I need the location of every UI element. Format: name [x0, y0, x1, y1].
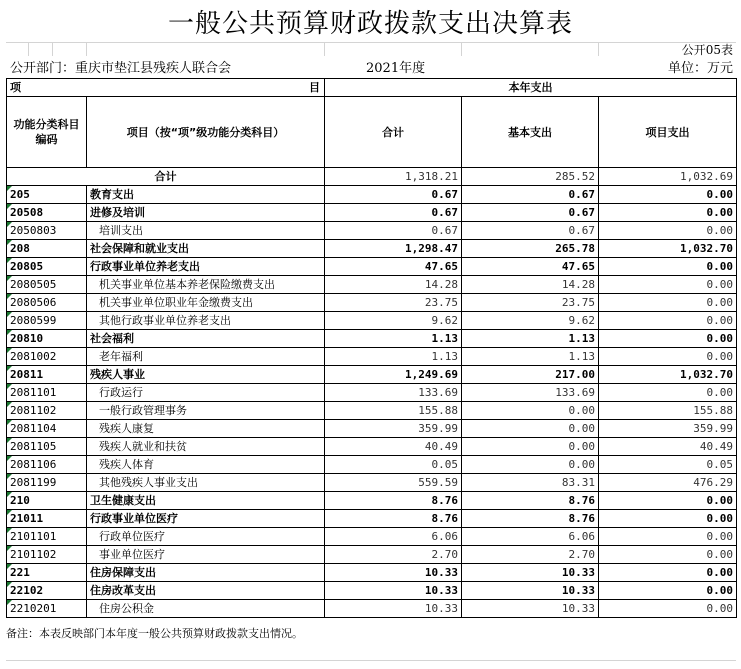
total-amount: 1,318.21 — [325, 168, 462, 186]
row-total: 1.13 — [325, 348, 462, 366]
table-row — [7, 258, 737, 276]
row-total: 0.67 — [325, 204, 462, 222]
grid-line — [28, 42, 29, 56]
footnote: 备注：本表反映部门本年度一般公共预算财政拨款支出情况。 — [6, 627, 303, 640]
row-basic: 133.69 — [462, 384, 599, 402]
header-name: 项目（按“项”级功能分类科目） — [87, 97, 325, 168]
row-name: 行政事业单位养老支出 — [87, 258, 325, 276]
row-project: 0.00 — [599, 312, 737, 330]
table-row — [7, 528, 737, 546]
row-name: 残疾人就业和扶贫 — [87, 438, 325, 456]
row-name: 老年福利 — [87, 348, 325, 366]
row-name: 机关事业单位基本养老保险缴费支出 — [87, 276, 325, 294]
total-label: 合计 — [7, 168, 325, 186]
row-code: 2101102 — [7, 546, 87, 564]
row-project: 40.49 — [599, 438, 737, 456]
table-row — [7, 474, 737, 492]
table-row — [7, 492, 737, 510]
table-row — [7, 546, 737, 564]
table-row — [7, 438, 737, 456]
row-total: 9.62 — [325, 312, 462, 330]
row-basic: 47.65 — [462, 258, 599, 276]
total-project: 1,032.69 — [599, 168, 737, 186]
row-total: 0.67 — [325, 222, 462, 240]
form-number: 公开05表 — [681, 43, 733, 57]
unit-label: 单位：万元 — [667, 61, 733, 76]
row-total: 40.49 — [325, 438, 462, 456]
row-name: 住房改革支出 — [87, 582, 325, 600]
row-code: 2081199 — [7, 474, 87, 492]
row-code: 2081002 — [7, 348, 87, 366]
header-code: 功能分类科目编码 — [7, 97, 87, 168]
total-basic: 285.52 — [462, 168, 599, 186]
row-total: 14.28 — [325, 276, 462, 294]
row-project: 1,032.70 — [599, 366, 737, 384]
row-code: 2080506 — [7, 294, 87, 312]
row-name: 机关事业单位职业年金缴费支出 — [87, 294, 325, 312]
department-name: 公开部门：重庆市垫江县残疾人联合会 — [10, 61, 232, 76]
row-project: 0.00 — [599, 258, 737, 276]
row-basic: 0.00 — [462, 438, 599, 456]
report-title: 一般公共预算财政拨款支出决算表 — [167, 9, 573, 39]
row-code: 221 — [7, 564, 87, 582]
row-total: 47.65 — [325, 258, 462, 276]
row-code: 21011 — [7, 510, 87, 528]
table-row — [7, 582, 737, 600]
header-basic: 基本支出 — [462, 97, 599, 168]
row-total: 10.33 — [325, 600, 462, 618]
row-code: 208 — [7, 240, 87, 258]
table-row — [7, 420, 737, 438]
row-basic: 83.31 — [462, 474, 599, 492]
row-code: 2081102 — [7, 402, 87, 420]
table-row — [7, 240, 737, 258]
row-project: 0.00 — [599, 294, 737, 312]
row-name: 培训支出 — [87, 222, 325, 240]
row-name: 住房公积金 — [87, 600, 325, 618]
row-project: 0.00 — [599, 582, 737, 600]
row-name: 行政事业单位医疗 — [87, 510, 325, 528]
header-item-cell — [7, 79, 325, 97]
row-basic: 0.00 — [462, 456, 599, 474]
row-name: 社会保障和就业支出 — [87, 240, 325, 258]
header-item-label: 项 — [10, 81, 21, 94]
table-row — [7, 222, 737, 240]
row-project: 0.00 — [599, 186, 737, 204]
grid-line — [324, 42, 325, 56]
row-project: 1,032.70 — [599, 240, 737, 258]
grid-line — [86, 42, 87, 56]
row-project: 0.00 — [599, 510, 737, 528]
row-basic: 0.67 — [462, 222, 599, 240]
expenditure-table — [6, 78, 737, 618]
row-total: 0.05 — [325, 456, 462, 474]
row-basic: 23.75 — [462, 294, 599, 312]
row-name: 其他残疾人事业支出 — [87, 474, 325, 492]
row-project: 359.99 — [599, 420, 737, 438]
table-row — [7, 294, 737, 312]
row-code: 205 — [7, 186, 87, 204]
grid-rule — [6, 42, 736, 43]
row-total: 155.88 — [325, 402, 462, 420]
row-project: 0.00 — [599, 384, 737, 402]
report-year: 2021年度 — [366, 61, 426, 76]
table-row — [7, 456, 737, 474]
row-code: 2080505 — [7, 276, 87, 294]
row-total: 359.99 — [325, 420, 462, 438]
grid-line — [598, 42, 599, 56]
row-total: 0.67 — [325, 186, 462, 204]
row-total: 23.75 — [325, 294, 462, 312]
row-code: 2210201 — [7, 600, 87, 618]
row-name: 行政单位医疗 — [87, 528, 325, 546]
row-code: 20805 — [7, 258, 87, 276]
row-basic: 2.70 — [462, 546, 599, 564]
row-name: 残疾人事业 — [87, 366, 325, 384]
row-total: 133.69 — [325, 384, 462, 402]
row-code: 20508 — [7, 204, 87, 222]
row-name: 住房保障支出 — [87, 564, 325, 582]
row-code: 22102 — [7, 582, 87, 600]
row-basic: 0.00 — [462, 402, 599, 420]
row-basic: 10.33 — [462, 564, 599, 582]
row-basic: 10.33 — [462, 582, 599, 600]
row-basic: 9.62 — [462, 312, 599, 330]
row-total: 6.06 — [325, 528, 462, 546]
table-row — [7, 348, 737, 366]
row-total: 2.70 — [325, 546, 462, 564]
total-row — [7, 168, 737, 186]
row-total: 559.59 — [325, 474, 462, 492]
row-basic: 217.00 — [462, 366, 599, 384]
row-total: 1,298.47 — [325, 240, 462, 258]
row-name: 残疾人康复 — [87, 420, 325, 438]
row-code: 20811 — [7, 366, 87, 384]
header-current-year: 本年支出 — [325, 79, 737, 97]
table-row — [7, 204, 737, 222]
row-code: 2081105 — [7, 438, 87, 456]
row-project: 0.00 — [599, 276, 737, 294]
table-row — [7, 384, 737, 402]
header-item-right-label: 目 — [309, 81, 320, 94]
row-project: 0.00 — [599, 528, 737, 546]
grid-line — [52, 42, 53, 56]
header-total: 合计 — [325, 97, 462, 168]
table-row — [7, 186, 737, 204]
row-name: 社会福利 — [87, 330, 325, 348]
row-project: 0.00 — [599, 204, 737, 222]
row-name: 进修及培训 — [87, 204, 325, 222]
row-code: 20810 — [7, 330, 87, 348]
row-basic: 0.00 — [462, 420, 599, 438]
row-name: 一般行政管理事务 — [87, 402, 325, 420]
table-row — [7, 402, 737, 420]
row-code: 2080599 — [7, 312, 87, 330]
row-code: 2081106 — [7, 456, 87, 474]
table-row — [7, 564, 737, 582]
header-row-2 — [7, 97, 737, 168]
table-row — [7, 330, 737, 348]
header-row-1 — [7, 79, 737, 97]
row-project: 0.00 — [599, 492, 737, 510]
row-code: 2050803 — [7, 222, 87, 240]
row-project: 0.00 — [599, 222, 737, 240]
row-total: 8.76 — [325, 510, 462, 528]
row-name: 行政运行 — [87, 384, 325, 402]
row-basic: 0.67 — [462, 204, 599, 222]
row-basic: 1.13 — [462, 348, 599, 366]
row-name: 残疾人体育 — [87, 456, 325, 474]
grid-rule — [6, 660, 736, 661]
row-total: 10.33 — [325, 582, 462, 600]
row-basic: 265.78 — [462, 240, 599, 258]
grid-line — [461, 42, 462, 56]
row-project: 0.00 — [599, 564, 737, 582]
row-basic: 8.76 — [462, 510, 599, 528]
table-row — [7, 600, 737, 618]
row-project: 0.05 — [599, 456, 737, 474]
row-project: 0.00 — [599, 330, 737, 348]
row-total: 10.33 — [325, 564, 462, 582]
row-basic: 6.06 — [462, 528, 599, 546]
row-name: 事业单位医疗 — [87, 546, 325, 564]
row-name: 教育支出 — [87, 186, 325, 204]
row-basic: 1.13 — [462, 330, 599, 348]
row-basic: 14.28 — [462, 276, 599, 294]
row-project: 0.00 — [599, 600, 737, 618]
row-total: 8.76 — [325, 492, 462, 510]
header-project: 项目支出 — [599, 97, 737, 168]
row-project: 0.00 — [599, 348, 737, 366]
row-project: 0.00 — [599, 546, 737, 564]
row-total: 1,249.69 — [325, 366, 462, 384]
row-basic: 0.67 — [462, 186, 599, 204]
row-basic: 8.76 — [462, 492, 599, 510]
table-row — [7, 366, 737, 384]
row-code: 210 — [7, 492, 87, 510]
row-name: 其他行政事业单位养老支出 — [87, 312, 325, 330]
row-project: 476.29 — [599, 474, 737, 492]
table-row — [7, 312, 737, 330]
row-total: 1.13 — [325, 330, 462, 348]
row-code: 2081101 — [7, 384, 87, 402]
table-row — [7, 510, 737, 528]
row-project: 155.88 — [599, 402, 737, 420]
row-code: 2081104 — [7, 420, 87, 438]
row-basic: 10.33 — [462, 600, 599, 618]
row-code: 2101101 — [7, 528, 87, 546]
table-row — [7, 276, 737, 294]
row-name: 卫生健康支出 — [87, 492, 325, 510]
